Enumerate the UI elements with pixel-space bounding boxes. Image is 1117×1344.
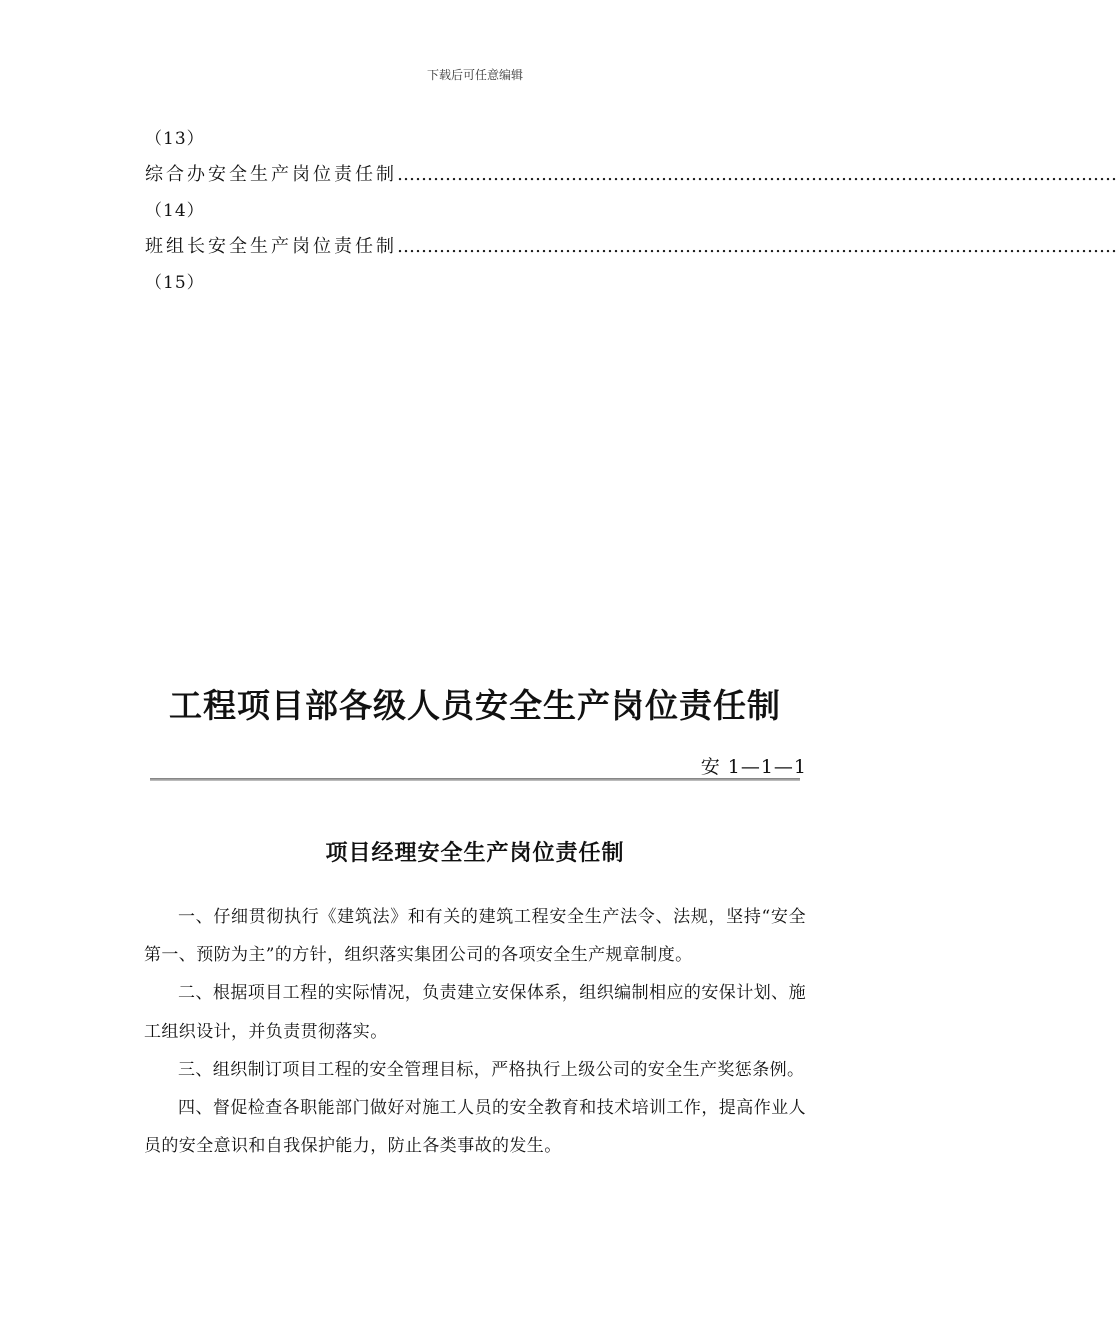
toc-entry-general-office xyxy=(145,158,1117,194)
toc-dot-leader: ………………………………………………………………………………………………………… xyxy=(397,236,1117,257)
document-body xyxy=(144,898,806,1165)
paragraph-4: 四、督促检查各职能部门做好对施工人员的安全教育和技术培训工作，提高作业人员的安全意识和自我保护能力，防止各类事故的发生。 xyxy=(144,1098,806,1157)
toc-page-number-15: （15） xyxy=(145,273,205,293)
paragraph-3: 三、组织制订项目工程的安全管理目标，严格执行上级公司的安全生产奖惩条例。 xyxy=(178,1059,805,1080)
toc-dot-leader: ………………………………………………………………………………………………………… xyxy=(397,164,1117,185)
toc-page-number-14: （14） xyxy=(145,201,205,221)
document-code: 安 1—1—1 xyxy=(700,756,807,778)
toc-entry-label: 综合办安全生产岗位责任制 xyxy=(145,164,397,185)
header-note: 下载后可任意编辑 xyxy=(426,68,523,82)
title-divider xyxy=(150,778,800,781)
toc-entry-label: 班组长安全生产岗位责任制 xyxy=(145,236,397,257)
toc-entry-team-leader xyxy=(145,230,1117,266)
section-title: 项目经理安全生产岗位责任制 xyxy=(325,841,625,866)
table-of-contents xyxy=(145,122,1117,302)
main-title: 工程项目部各级人员安全生产岗位责任制 xyxy=(169,686,781,725)
paragraph-2: 二、根据项目工程的实际情况，负责建立安保体系，组织编制相应的安保计划、施工组织设计，并负责贯彻落实。 xyxy=(144,983,806,1042)
toc-page-number-13: （13） xyxy=(145,129,205,149)
paragraph-1: 一、仔细贯彻执行《建筑法》和有关的建筑工程安全生产法令、法规，坚持“安全第一、预防为主”的方针，组织落实集团公司的各项安全生产规章制度。 xyxy=(144,907,806,966)
